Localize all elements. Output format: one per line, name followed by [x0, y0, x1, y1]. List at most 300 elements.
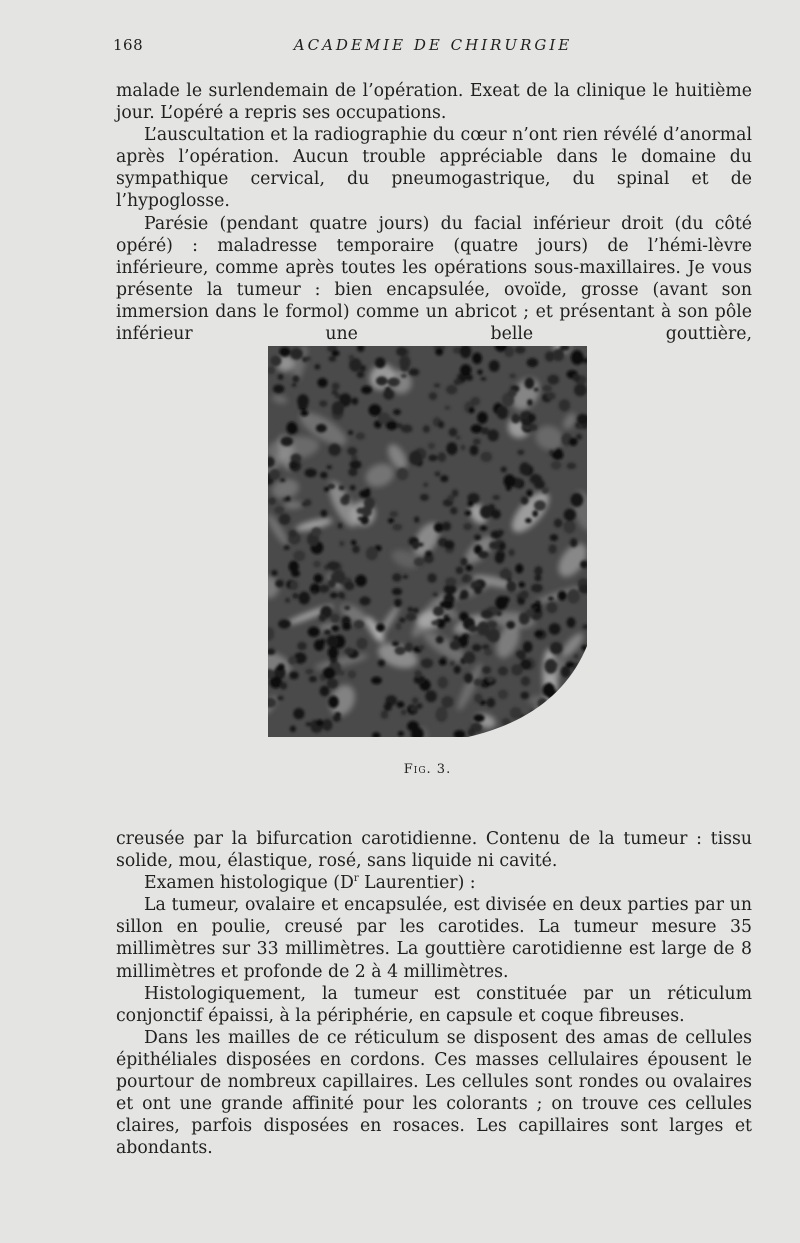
cell-nucleus — [442, 522, 451, 531]
cell-nucleus — [313, 561, 321, 568]
cell-nucleus — [407, 721, 419, 731]
cell-nucleus — [396, 347, 407, 356]
cell-nucleus — [480, 505, 493, 518]
cell-nucleus — [471, 397, 481, 406]
cell-nucleus — [508, 389, 517, 397]
cell-nucleus — [561, 666, 571, 677]
cell-nucleus — [405, 642, 414, 652]
cell-nucleus — [521, 496, 529, 505]
cell-nucleus — [487, 629, 500, 643]
micrograph-image — [268, 346, 587, 737]
cell-nucleus — [567, 589, 580, 604]
cell-nucleus — [358, 517, 363, 521]
cell-nucleus — [501, 596, 510, 603]
cell-nucleus — [371, 677, 382, 685]
cell-nucleus — [434, 383, 440, 388]
cell-nucleus — [394, 599, 402, 608]
cell-nucleus — [436, 636, 444, 644]
cell-nucleus — [354, 620, 365, 629]
cell-nucleus — [409, 368, 420, 375]
cell-nucleus — [321, 510, 328, 517]
cell-nucleus — [554, 519, 562, 528]
cell-nucleus — [550, 534, 558, 541]
cell-nucleus — [338, 523, 343, 529]
cell-nucleus — [526, 610, 534, 617]
cell-nucleus — [542, 487, 549, 494]
cell-nucleus — [432, 592, 438, 596]
cell-nucleus — [474, 535, 481, 541]
cell-nucleus — [428, 455, 437, 462]
cell-nucleus — [361, 386, 372, 394]
cell-nucleus — [305, 469, 317, 478]
cell-nucleus — [328, 647, 339, 659]
cell-nucleus — [530, 474, 542, 484]
cell-nucleus — [388, 518, 394, 523]
cell-nucleus — [397, 701, 405, 708]
cell-nucleus — [398, 731, 404, 736]
paragraph-continuation: malade le surlendemain de l’opération. Exeat de la clinique le huitième jour. L’opéré a repris ses occupations. — [116, 81, 752, 124]
cell-nucleus — [559, 399, 571, 411]
cell-nucleus — [534, 388, 539, 392]
cell-nucleus — [289, 461, 297, 468]
cell-nucleus — [482, 666, 491, 674]
cell-nucleus — [425, 551, 432, 557]
cell-nucleus — [314, 574, 323, 583]
cell-nucleus — [332, 350, 340, 356]
cell-nucleus — [344, 605, 350, 610]
cell-nucleus — [381, 710, 389, 719]
cell-nucleus — [547, 375, 559, 385]
cell-nucleus — [478, 551, 489, 559]
cell-nucleus — [332, 401, 344, 415]
cell-nucleus — [450, 507, 457, 514]
cell-nucleus — [548, 597, 553, 601]
cell-nucleus — [343, 494, 350, 501]
cell-nucleus — [293, 708, 304, 719]
cell-nucleus — [289, 530, 297, 537]
cell-nucleus — [551, 461, 562, 470]
cell-nucleus — [547, 602, 558, 613]
cell-nucleus — [467, 501, 473, 506]
cell-nucleus — [433, 606, 444, 616]
cell-nucleus — [524, 377, 534, 389]
cell-nucleus — [481, 610, 493, 619]
cell-nucleus — [413, 608, 419, 614]
cell-nucleus — [268, 498, 276, 505]
cell-nucleus — [401, 374, 407, 378]
cell-nucleus — [395, 646, 406, 655]
cell-nucleus — [314, 364, 320, 370]
cell-nucleus — [515, 346, 526, 354]
paragraph-examen-heading — [116, 872, 752, 894]
cell-nucleus — [456, 567, 464, 575]
cell-nucleus — [552, 451, 563, 460]
cell-nucleus — [477, 370, 482, 375]
cell-nucleus — [332, 383, 340, 390]
cell-nucleus — [392, 588, 402, 595]
cell-nucleus — [270, 356, 281, 367]
cell-nucleus — [317, 378, 327, 388]
cell-nucleus — [350, 460, 362, 469]
cell-nucleus — [525, 518, 531, 523]
cell-nucleus — [506, 581, 516, 592]
cell-nucleus — [279, 514, 291, 525]
cell-nucleus — [521, 676, 530, 686]
cell-nucleus — [297, 642, 306, 651]
cell-nucleus — [281, 437, 294, 447]
cell-nucleus — [567, 617, 576, 628]
cell-nucleus — [471, 424, 483, 433]
cell-nucleus — [542, 385, 552, 392]
cell-nucleus — [320, 472, 328, 479]
cell-nucleus — [393, 409, 401, 415]
cell-nucleus — [311, 527, 321, 536]
cell-nucleus — [286, 422, 297, 434]
cell-nucleus — [292, 383, 297, 387]
examen-prefix: Examen histologique (D — [144, 873, 354, 894]
cell-nucleus — [492, 495, 500, 500]
cell-nucleus — [460, 364, 471, 375]
cell-nucleus — [359, 490, 370, 498]
cell-nucleus — [546, 392, 555, 400]
cell-nucleus — [436, 707, 447, 721]
cell-nucleus — [460, 445, 465, 451]
paragraph-tumeur-dimensions: La tumeur, ovalaire et encapsulée, est divisée en deux parties par un sillon en poulie, creusé par les carotides. La tumeur mesure 35 millimètres sur 33 millimètres. La gouttière carotidienne est large de 8 millimètres et profonde de 2 à 4 millimètres. — [116, 895, 752, 982]
page-number: 168 — [113, 36, 144, 54]
cell-nucleus — [489, 360, 500, 372]
cell-nucleus — [344, 648, 353, 655]
cell-nucleus — [480, 377, 486, 381]
cell-nucleus — [516, 650, 526, 658]
examen-suffix: Laurentier) : — [358, 873, 476, 894]
cell-nucleus — [473, 714, 484, 722]
cell-nucleus — [378, 660, 385, 667]
cell-nucleus — [443, 602, 453, 610]
cell-nucleus — [292, 593, 298, 599]
cell-nucleus — [500, 569, 512, 579]
cell-nucleus — [280, 682, 287, 690]
cell-nucleus — [319, 400, 327, 407]
paragraph-reticulum: Dans les mailles de ce réticulum se disposent des amas de cellules épithéliales disposées en cordons. Ces masses cellulaires épousent le pourtour de nombreux capillaires. Les cellules sont rondes ou ovalaires et ont une grande affinité pour les colorants ; on trouve ces cellules claires, parfois disposées en rosaces. Les capillaires sont larges et abondants. — [116, 1027, 752, 1159]
cell-nucleus — [489, 542, 498, 550]
cell-nucleus — [414, 670, 422, 678]
cell-nucleus — [534, 500, 546, 511]
page-header — [113, 36, 753, 60]
cell-nucleus — [472, 353, 482, 365]
cell-nucleus — [324, 487, 329, 492]
cell-nucleus — [548, 544, 556, 553]
cell-nucleus — [347, 447, 357, 455]
cell-nucleus — [468, 625, 478, 632]
cell-nucleus — [291, 570, 300, 577]
cell-nucleus — [344, 582, 354, 591]
cell-nucleus — [515, 564, 523, 574]
cell-nucleus — [319, 585, 329, 593]
cell-nucleus — [431, 620, 438, 625]
figure-caption: Fig. 3. — [403, 762, 452, 777]
cell-nucleus — [552, 662, 558, 667]
cell-nucleus — [331, 625, 339, 632]
cell-nucleus — [319, 614, 326, 622]
cell-nucleus — [396, 423, 402, 428]
cell-nucleus — [487, 698, 496, 708]
cell-nucleus — [376, 624, 385, 632]
cell-nucleus — [408, 607, 413, 612]
cell-nucleus — [401, 425, 413, 433]
cell-nucleus — [468, 407, 474, 413]
running-title: ACADEMIE DE CHIRURGIE — [293, 36, 573, 54]
paragraph-bifurcation: creusée par la bifurcation carotidienne. Contenu de la tumeur : tissu solide, mou, élastique, rosé, sans liquide ni cavité. — [116, 829, 752, 872]
cell-nucleus — [400, 363, 409, 372]
cell-nucleus — [446, 385, 457, 395]
cell-nucleus — [463, 651, 475, 664]
cell-nucleus — [278, 374, 284, 380]
cell-nucleus — [327, 465, 332, 469]
cell-nucleus — [529, 424, 537, 431]
cell-nucleus — [306, 722, 312, 726]
cell-nucleus — [285, 598, 290, 603]
cell-nucleus — [392, 573, 401, 581]
cell-nucleus — [286, 496, 291, 501]
cell-nucleus — [576, 434, 582, 440]
cell-nucleus — [301, 410, 309, 416]
cell-nucleus — [290, 726, 296, 732]
cell-nucleus — [403, 575, 408, 579]
cell-nucleus — [534, 566, 542, 576]
cell-nucleus — [438, 677, 448, 689]
cell-nucleus — [466, 565, 473, 571]
cell-nucleus — [290, 348, 303, 360]
cell-nucleus — [534, 607, 541, 613]
cell-nucleus — [405, 613, 416, 621]
cell-nucleus — [397, 468, 409, 481]
cell-nucleus — [352, 545, 360, 553]
cell-nucleus — [351, 540, 356, 545]
cell-nucleus — [414, 558, 425, 567]
cell-nucleus — [435, 471, 441, 476]
cell-nucleus — [351, 455, 358, 461]
cell-nucleus — [357, 508, 365, 514]
cell-nucleus — [357, 371, 365, 378]
cell-nucleus — [532, 510, 538, 517]
cell-nucleus — [312, 591, 317, 595]
cell-nucleus — [329, 356, 337, 362]
cell-nucleus — [506, 621, 515, 629]
cell-nucleus — [305, 669, 313, 675]
cell-nucleus — [417, 703, 423, 708]
cell-nucleus — [499, 542, 506, 550]
cell-nucleus — [573, 374, 580, 382]
cell-nucleus — [534, 630, 543, 637]
cell-nucleus — [447, 495, 454, 502]
cell-nucleus — [309, 676, 317, 682]
cell-nucleus — [460, 558, 467, 566]
cell-nucleus — [521, 692, 530, 700]
cell-nucleus — [333, 715, 341, 722]
cell-nucleus — [428, 573, 437, 582]
cell-nucleus — [392, 524, 402, 531]
body-text-top — [116, 80, 752, 345]
cell-nucleus — [320, 686, 330, 696]
cell-nucleus — [273, 385, 284, 394]
cell-nucleus — [386, 421, 398, 430]
cell-nucleus — [292, 375, 299, 383]
cell-nucleus — [278, 619, 291, 628]
cell-nucleus — [571, 350, 584, 365]
cell-nucleus — [423, 483, 428, 488]
cell-nucleus — [574, 654, 579, 659]
cell-nucleus — [284, 546, 290, 550]
cell-nucleus — [421, 658, 433, 668]
cell-nucleus — [439, 658, 447, 665]
cell-nucleus — [440, 475, 448, 482]
cell-nucleus — [376, 376, 388, 385]
cell-nucleus — [450, 661, 455, 666]
cell-nucleus — [487, 621, 497, 628]
histology-micrograph — [268, 346, 587, 737]
cell-nucleus — [526, 490, 532, 497]
cell-nucleus — [299, 592, 310, 605]
cell-nucleus — [342, 623, 351, 630]
cell-nucleus — [495, 553, 505, 564]
cell-nucleus — [323, 667, 335, 679]
cell-nucleus — [518, 582, 525, 588]
cell-nucleus — [304, 499, 312, 506]
cell-nucleus — [412, 697, 418, 704]
cell-nucleus — [278, 696, 284, 701]
cell-nucleus — [390, 511, 398, 517]
cell-nucleus — [465, 511, 471, 516]
cell-nucleus — [509, 374, 516, 379]
cell-nucleus — [348, 468, 357, 476]
cell-nucleus — [441, 696, 453, 708]
cell-nucleus — [331, 614, 340, 623]
cell-nucleus — [330, 592, 338, 598]
cell-nucleus — [388, 377, 400, 386]
cell-nucleus — [449, 428, 458, 437]
cell-nucleus — [349, 355, 355, 361]
cell-nucleus — [419, 645, 425, 650]
cell-nucleus — [279, 347, 290, 357]
cell-nucleus — [566, 662, 575, 668]
cell-nucleus — [274, 506, 284, 514]
cell-nucleus — [366, 546, 378, 560]
cell-nucleus — [327, 561, 340, 570]
cell-nucleus — [305, 356, 310, 361]
cell-nucleus — [425, 690, 437, 702]
cell-nucleus — [480, 526, 487, 531]
cell-nucleus — [567, 463, 577, 470]
cell-nucleus — [574, 384, 587, 397]
cell-nucleus — [410, 705, 417, 712]
cell-nucleus — [288, 656, 297, 665]
cell-nucleus — [356, 638, 367, 650]
cell-nucleus — [324, 630, 331, 636]
cell-nucleus — [332, 570, 345, 583]
body-text-bottom — [116, 828, 752, 1159]
cell-nucleus — [438, 421, 444, 428]
cell-nucleus — [523, 641, 533, 652]
cell-nucleus — [355, 575, 366, 587]
cell-nucleus — [290, 580, 298, 590]
cell-nucleus — [438, 452, 447, 462]
paragraph-paresie: Parésie (pendant quatre jours) du facial inférieur droit (du côté opéré) : maladresse temporaire (quatre jours) de l’hémi-lèvre inférieure, comme après toutes les opérations sous-maxillaires. Je vous présente la tumeur : bien encapsulée, ovoïde, grosse (avant son immersion dans le formol) comme un abricot ; et présentant à son pôle inférieur une belle gouttière, — [116, 213, 752, 345]
cell-nucleus — [293, 550, 305, 561]
cell-nucleus — [277, 665, 284, 671]
cell-nucleus — [474, 679, 483, 687]
cell-nucleus — [462, 577, 469, 582]
cell-nucleus — [460, 590, 469, 600]
cell-nucleus — [359, 597, 370, 606]
cell-nucleus — [463, 523, 472, 530]
cell-nucleus — [350, 485, 356, 490]
cell-nucleus — [289, 671, 298, 679]
cell-nucleus — [356, 432, 365, 439]
cell-nucleus — [474, 586, 482, 594]
cell-nucleus — [328, 444, 340, 456]
cell-nucleus — [375, 357, 386, 368]
cell-nucleus — [527, 358, 538, 367]
cell-nucleus — [472, 644, 482, 652]
cell-nucleus — [477, 412, 488, 424]
cell-nucleus — [453, 636, 458, 641]
cell-nucleus — [497, 406, 508, 420]
cell-nucleus — [316, 719, 323, 726]
cell-nucleus — [280, 478, 286, 482]
cell-nucleus — [504, 474, 516, 487]
cell-nucleus — [468, 728, 476, 736]
cell-nucleus — [444, 615, 449, 619]
cell-nucleus — [384, 702, 392, 711]
cell-nucleus — [269, 469, 280, 480]
cell-nucleus — [509, 549, 515, 556]
cell-nucleus — [409, 451, 422, 465]
cell-nucleus — [488, 429, 499, 441]
cell-nucleus — [396, 623, 402, 630]
cell-nucleus — [470, 445, 479, 455]
cell-nucleus — [519, 462, 530, 475]
cell-nucleus — [474, 694, 482, 704]
cell-nucleus — [392, 641, 399, 646]
cell-nucleus — [563, 520, 575, 534]
cell-nucleus — [275, 580, 284, 588]
cell-nucleus — [271, 570, 277, 576]
cell-nucleus — [498, 666, 508, 675]
cell-nucleus — [517, 450, 524, 456]
cell-nucleus — [473, 438, 481, 444]
cell-nucleus — [327, 635, 339, 647]
cell-nucleus — [414, 516, 419, 522]
cell-nucleus — [564, 509, 576, 521]
cell-nucleus — [510, 707, 522, 719]
cell-nucleus — [322, 719, 332, 731]
cell-nucleus — [454, 666, 461, 674]
cell-nucleus — [428, 443, 435, 450]
cell-nucleus — [446, 442, 457, 455]
cell-nucleus — [444, 540, 454, 549]
cell-nucleus — [531, 584, 543, 593]
cell-nucleus — [480, 452, 492, 462]
cell-nucleus — [481, 427, 489, 434]
cell-nucleus — [339, 485, 345, 490]
cell-nucleus — [327, 678, 338, 688]
cell-nucleus — [348, 670, 357, 678]
cell-nucleus — [570, 493, 583, 507]
cell-nucleus — [464, 673, 473, 683]
cell-nucleus — [484, 648, 492, 656]
cell-nucleus — [487, 676, 494, 682]
paragraph-auscultation: L’auscultation et la radiographie du cœur n’ont rien révélé d’anormal après l’opération. Aucun trouble appréciable dans le domaine du sympathique cervical, du pneumogastrique, du spinal et de l’hypoglosse. — [116, 125, 752, 212]
